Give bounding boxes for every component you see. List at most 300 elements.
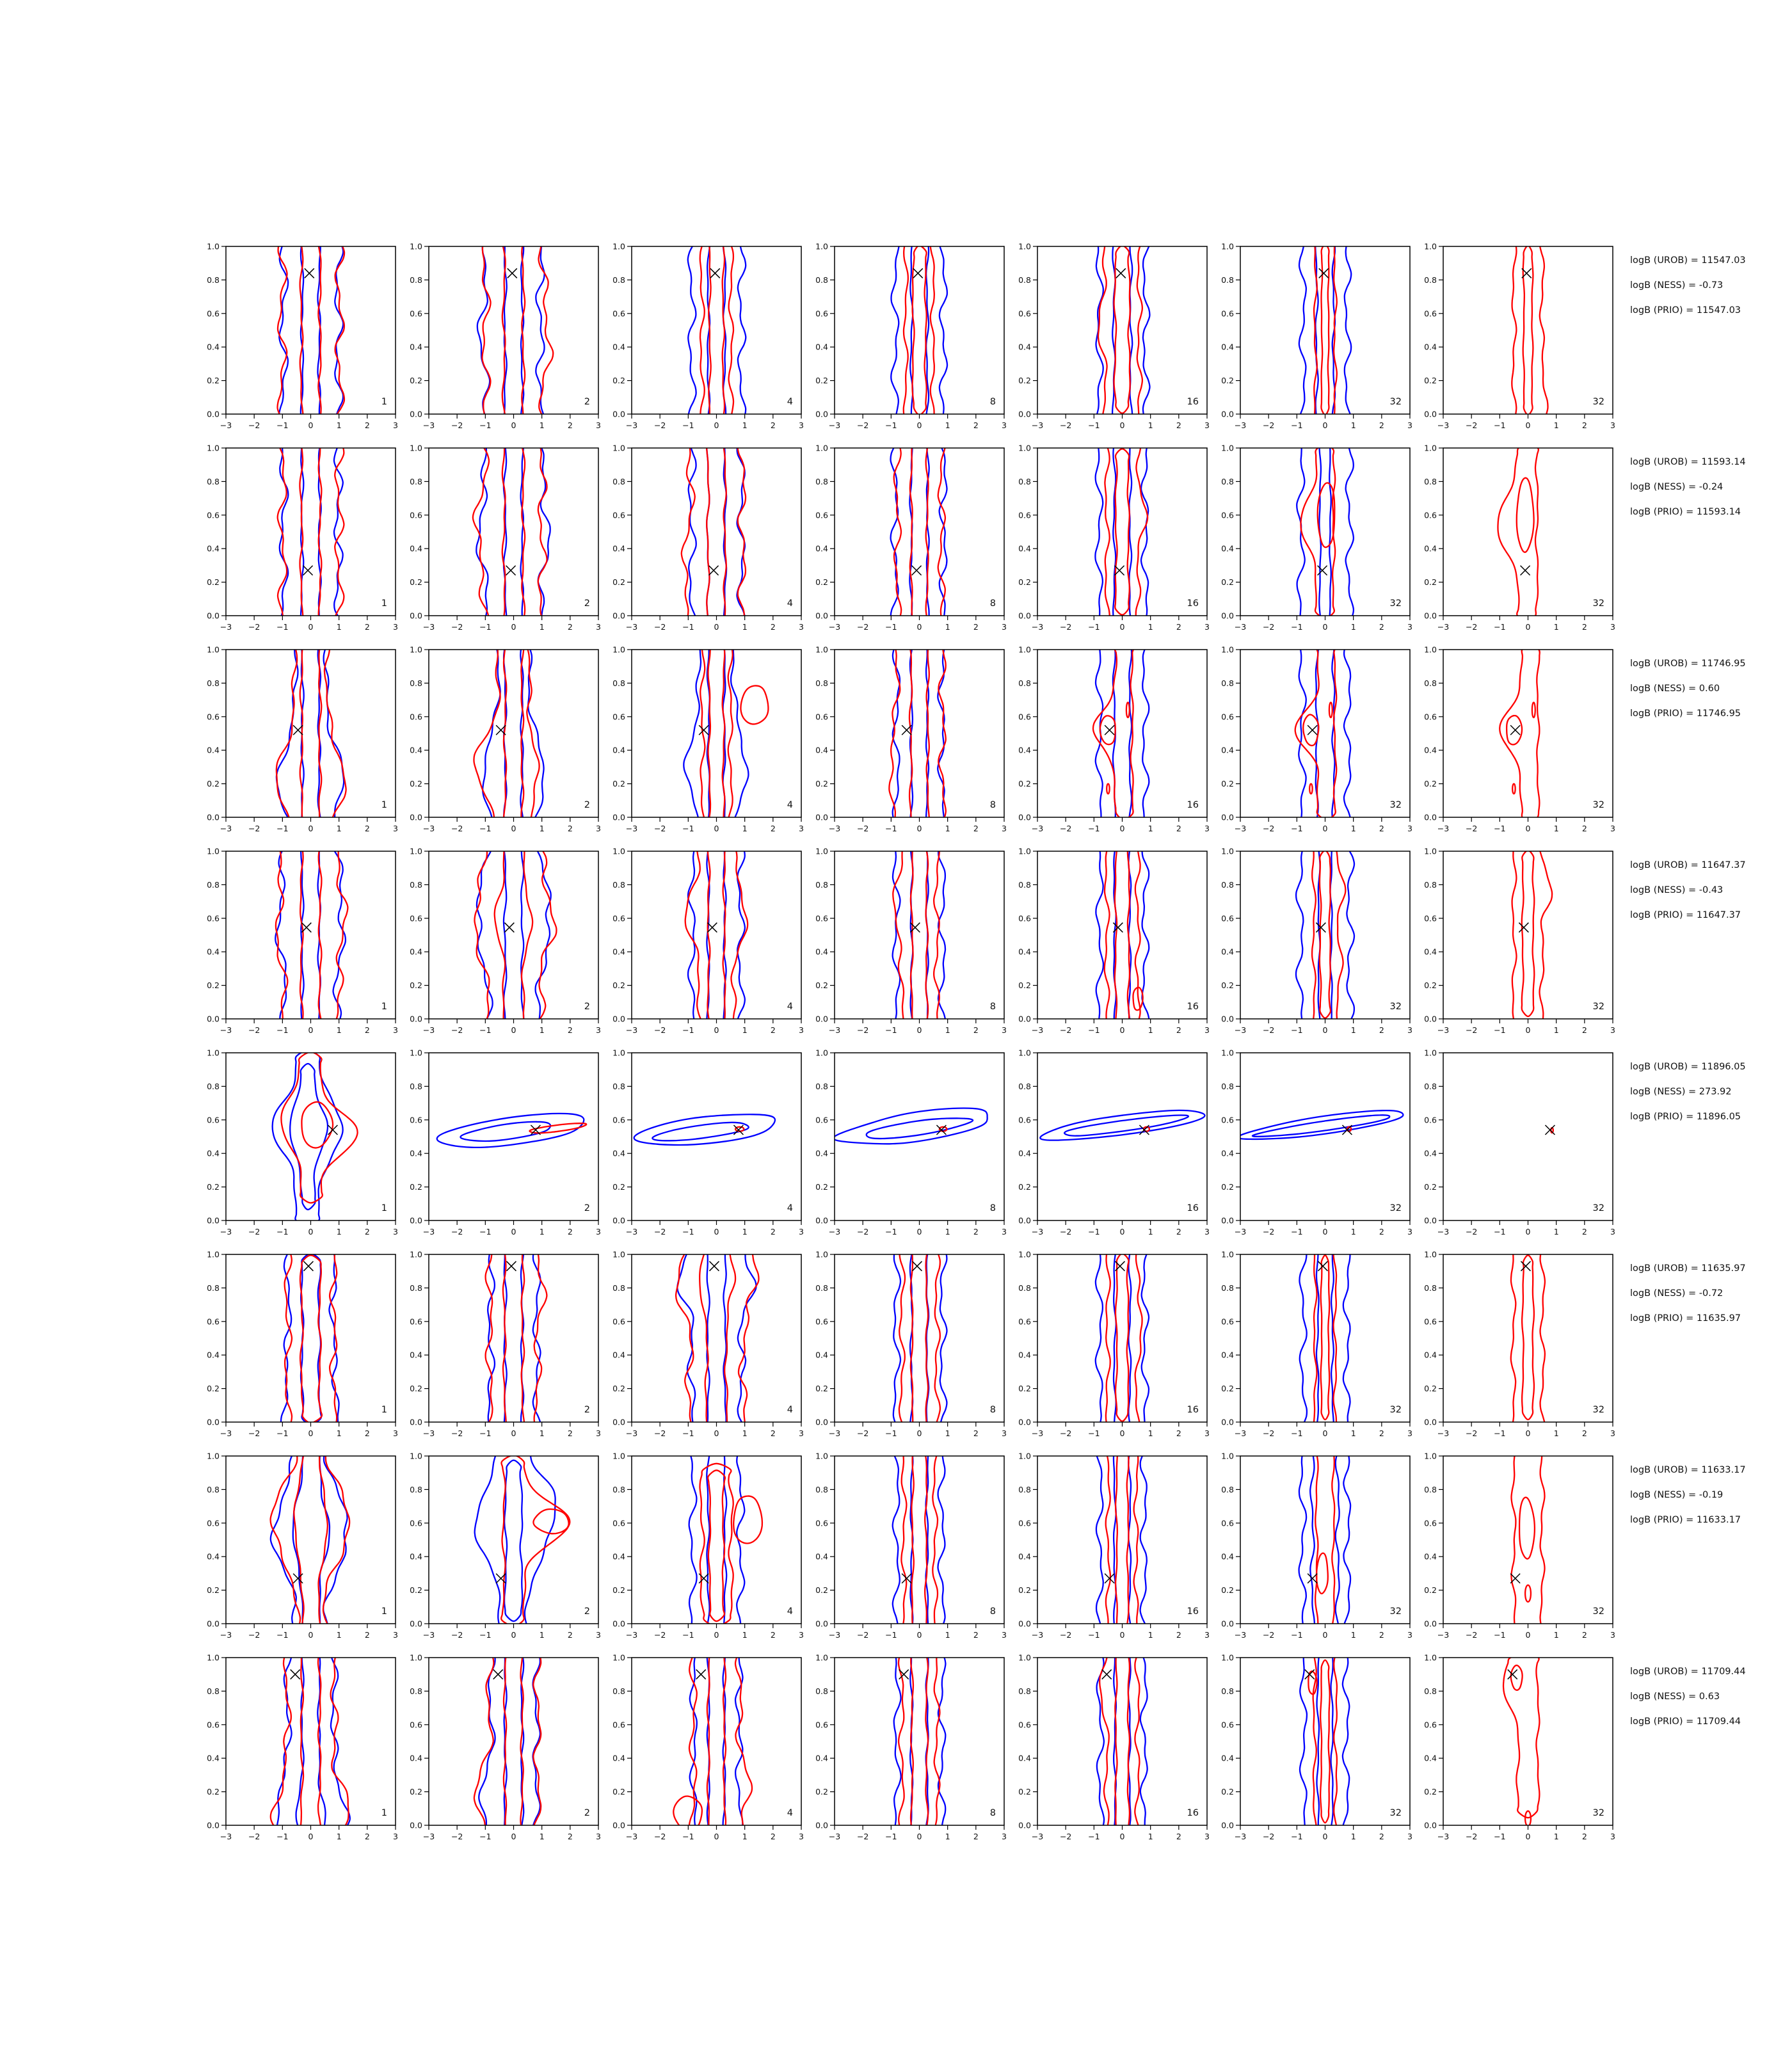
y-tick-label: 0.8 bbox=[815, 678, 828, 688]
y-tick-label: 0.2 bbox=[815, 1787, 828, 1797]
x-tick-label: 1 bbox=[1148, 1227, 1153, 1236]
red-contour bbox=[1522, 851, 1535, 1016]
x-tick-label: 2 bbox=[567, 622, 573, 632]
x-tick-label: −3 bbox=[828, 1630, 841, 1640]
x-tick-label: 1 bbox=[1553, 420, 1559, 430]
x-tick-label: 2 bbox=[567, 1428, 573, 1438]
y-tick-label: 0.0 bbox=[1018, 409, 1031, 419]
x-marker bbox=[709, 566, 719, 575]
y-tick-label: 0.2 bbox=[1221, 1585, 1234, 1596]
x-tick-label: −3 bbox=[1031, 1832, 1044, 1841]
x-tick-label: 1 bbox=[1148, 1630, 1153, 1640]
axes-spines bbox=[1443, 1254, 1613, 1422]
contour-panel-r2c2 bbox=[410, 443, 601, 632]
red-contour bbox=[1115, 1649, 1130, 1835]
y-tick-label: 0.0 bbox=[1424, 1215, 1437, 1226]
y-tick-label: 0.2 bbox=[1424, 1787, 1437, 1797]
x-tick-label: −1 bbox=[479, 1630, 492, 1640]
y-tick-label: 0.8 bbox=[410, 1081, 422, 1091]
y-tick-label: 0.0 bbox=[1018, 1417, 1031, 1427]
x-marker bbox=[303, 1261, 313, 1271]
x-tick-label: −2 bbox=[451, 1227, 463, 1236]
y-tick-label: 1.0 bbox=[410, 1652, 422, 1663]
panel-count-label: 2 bbox=[584, 397, 590, 407]
x-tick-label: −1 bbox=[1494, 420, 1506, 430]
y-tick-label: 0.8 bbox=[1424, 1081, 1437, 1091]
panel-count-label: 1 bbox=[381, 1808, 387, 1818]
y-tick-label: 0.8 bbox=[612, 1686, 625, 1696]
panel-count-label: 32 bbox=[1592, 1808, 1604, 1818]
x-tick-label: −3 bbox=[422, 1227, 435, 1236]
x-tick-label: 1 bbox=[945, 1227, 950, 1236]
red-contour bbox=[708, 1470, 725, 1621]
contour-lines bbox=[685, 1447, 762, 1633]
x-tick-label: −3 bbox=[422, 1428, 435, 1438]
y-tick-label: 0.6 bbox=[612, 510, 625, 520]
logb-prio-row2: logB (PRIO) = 11593.14 bbox=[1630, 507, 1741, 517]
contour-lines bbox=[474, 842, 556, 1028]
y-tick-label: 0.4 bbox=[612, 745, 625, 755]
y-tick-label: 0.8 bbox=[1018, 1686, 1031, 1696]
y-tick-label: 0.4 bbox=[1221, 543, 1234, 554]
x-tick-label: −2 bbox=[1465, 1025, 1478, 1035]
y-tick-label: 1.0 bbox=[612, 846, 625, 856]
red-contour bbox=[1316, 1553, 1328, 1594]
x-tick-label: 0 bbox=[714, 420, 719, 430]
contour-lines bbox=[473, 439, 550, 625]
y-tick-label: 1.0 bbox=[612, 241, 625, 252]
panel-count-label: 4 bbox=[787, 598, 793, 609]
logb-prio-row4: logB (PRIO) = 11647.37 bbox=[1630, 910, 1741, 920]
contour-lines bbox=[483, 1245, 547, 1432]
axes-spines bbox=[632, 851, 801, 1019]
x-marker bbox=[709, 1261, 719, 1271]
y-tick-label: 0.0 bbox=[207, 409, 220, 419]
contour-panel-r6c2 bbox=[410, 1249, 601, 1438]
contour-lines bbox=[685, 842, 748, 1028]
x-tick-label: 2 bbox=[770, 1428, 776, 1438]
x-tick-label: −1 bbox=[682, 1227, 694, 1236]
blue-contour bbox=[475, 1447, 556, 1633]
red-contour bbox=[911, 842, 928, 1028]
y-tick-label: 0.0 bbox=[612, 1417, 625, 1427]
y-tick-label: 0.6 bbox=[410, 308, 422, 319]
x-tick-label: −2 bbox=[653, 1428, 666, 1438]
x-tick-label: −2 bbox=[248, 824, 260, 833]
red-contour bbox=[1519, 1498, 1535, 1559]
red-contour bbox=[1104, 439, 1148, 625]
x-tick-label: 2 bbox=[364, 824, 370, 833]
panel-count-label: 32 bbox=[1592, 1405, 1604, 1415]
x-tick-label: −2 bbox=[653, 1630, 666, 1640]
contour-panel-r8c7 bbox=[1424, 1652, 1615, 1841]
panel-count-label: 8 bbox=[989, 397, 996, 407]
y-tick-label: 0.2 bbox=[410, 376, 422, 386]
panel-count-label: 8 bbox=[989, 1002, 996, 1012]
x-tick-label: −2 bbox=[1262, 1428, 1275, 1438]
x-tick-label: 3 bbox=[596, 622, 601, 632]
x-tick-label: −1 bbox=[885, 1832, 897, 1841]
axes-spines bbox=[1240, 448, 1410, 616]
x-tick-label: −1 bbox=[1494, 1630, 1506, 1640]
panel-count-label: 1 bbox=[381, 598, 387, 609]
contour-lines bbox=[889, 1447, 947, 1633]
x-tick-label: −1 bbox=[1494, 1025, 1506, 1035]
y-tick-label: 0.8 bbox=[1018, 275, 1031, 285]
y-tick-label: 0.4 bbox=[1424, 342, 1437, 352]
y-tick-label: 0.8 bbox=[612, 275, 625, 285]
x-tick-label: −3 bbox=[1437, 622, 1450, 632]
y-tick-label: 1.0 bbox=[1018, 443, 1031, 453]
x-tick-label: 2 bbox=[567, 420, 573, 430]
x-tick-label: −1 bbox=[276, 1025, 289, 1035]
contour-lines bbox=[1500, 644, 1540, 823]
blue-contour bbox=[1297, 439, 1354, 625]
x-tick-label: −3 bbox=[1234, 1025, 1247, 1035]
panel-count-label: 1 bbox=[381, 1606, 387, 1617]
x-tick-label: −2 bbox=[451, 824, 463, 833]
red-contour bbox=[1321, 1255, 1330, 1420]
y-tick-label: 1.0 bbox=[815, 846, 828, 856]
blue-contour bbox=[503, 237, 524, 424]
axes-spines bbox=[1240, 1254, 1410, 1422]
contour-panel-r2c3 bbox=[612, 443, 804, 632]
y-tick-label: 0.0 bbox=[815, 1619, 828, 1629]
red-contour bbox=[474, 842, 556, 1028]
x-tick-label: 2 bbox=[567, 1227, 573, 1236]
red-contour bbox=[503, 1245, 525, 1432]
y-tick-label: 0.0 bbox=[207, 611, 220, 621]
x-tick-label: −3 bbox=[1031, 1428, 1044, 1438]
contour-lines bbox=[474, 641, 543, 827]
blue-contour bbox=[1315, 237, 1336, 424]
y-tick-label: 0.8 bbox=[207, 1283, 220, 1293]
y-tick-label: 0.8 bbox=[1424, 1686, 1437, 1696]
x-tick-label: 1 bbox=[539, 1428, 545, 1438]
blue-contour bbox=[479, 1649, 541, 1835]
y-tick-label: 0.6 bbox=[410, 1316, 422, 1327]
blue-contour bbox=[504, 439, 524, 625]
contour-lines bbox=[1296, 842, 1354, 1028]
contour-lines bbox=[1295, 237, 1355, 424]
y-tick-label: 0.4 bbox=[1221, 745, 1234, 755]
panel-count-label: 32 bbox=[1389, 1203, 1402, 1213]
y-tick-label: 0.8 bbox=[1221, 1686, 1234, 1696]
x-marker bbox=[508, 268, 517, 278]
panel-count-label: 32 bbox=[1592, 800, 1604, 810]
contour-panel-r1c2 bbox=[410, 241, 601, 430]
red-contour bbox=[1104, 1447, 1140, 1633]
blue-contour bbox=[1310, 1447, 1340, 1633]
contour-lines bbox=[889, 641, 947, 827]
x-tick-label: 0 bbox=[916, 1428, 922, 1438]
x-tick-label: 1 bbox=[539, 824, 545, 833]
y-tick-label: 0.2 bbox=[612, 779, 625, 789]
contour-lines bbox=[1297, 439, 1354, 625]
x-tick-label: 0 bbox=[511, 420, 516, 430]
y-tick-label: 0.4 bbox=[815, 1753, 828, 1763]
x-tick-label: 2 bbox=[1379, 1227, 1384, 1236]
red-contour bbox=[529, 1123, 586, 1133]
y-tick-label: 0.4 bbox=[1221, 1551, 1234, 1562]
y-tick-label: 0.0 bbox=[1018, 1619, 1031, 1629]
y-tick-label: 0.8 bbox=[207, 1686, 220, 1696]
y-tick-label: 0.0 bbox=[410, 409, 422, 419]
y-tick-label: 1.0 bbox=[612, 1048, 625, 1058]
blue-contour bbox=[275, 439, 346, 625]
y-tick-label: 0.6 bbox=[1018, 510, 1031, 520]
y-tick-label: 0.2 bbox=[1018, 577, 1031, 588]
blue-contour bbox=[1095, 1245, 1152, 1432]
x-tick-label: 0 bbox=[916, 1832, 922, 1841]
x-marker bbox=[913, 268, 923, 278]
x-tick-label: 0 bbox=[1119, 420, 1125, 430]
x-tick-label: −2 bbox=[1262, 420, 1275, 430]
y-tick-label: 0.0 bbox=[612, 1215, 625, 1226]
y-tick-label: 0.4 bbox=[612, 947, 625, 957]
x-tick-label: −1 bbox=[885, 1630, 897, 1640]
y-tick-label: 0.2 bbox=[1221, 1182, 1234, 1192]
panel-count-label: 2 bbox=[584, 598, 590, 609]
y-tick-label: 0.0 bbox=[1018, 812, 1031, 822]
x-tick-label: 2 bbox=[1379, 1025, 1384, 1035]
contour-panel-r7c3 bbox=[612, 1451, 804, 1640]
y-tick-label: 1.0 bbox=[1221, 1451, 1234, 1461]
y-tick-label: 0.4 bbox=[1018, 1148, 1031, 1158]
x-tick-label: −2 bbox=[1465, 1227, 1478, 1236]
x-tick-label: 0 bbox=[308, 420, 314, 430]
x-tick-label: −3 bbox=[1234, 1227, 1247, 1236]
x-tick-label: 1 bbox=[1148, 1025, 1153, 1035]
x-tick-label: 2 bbox=[1379, 1630, 1384, 1640]
contour-lines bbox=[685, 237, 746, 424]
panel-count-label: 8 bbox=[989, 1405, 996, 1415]
x-tick-label: 3 bbox=[1407, 1428, 1412, 1438]
x-tick-label: −3 bbox=[828, 420, 841, 430]
contour-panel-r7c5 bbox=[1018, 1451, 1210, 1640]
x-tick-label: −2 bbox=[1059, 1630, 1072, 1640]
x-tick-label: 0 bbox=[1322, 1025, 1328, 1035]
y-tick-label: 0.8 bbox=[1424, 476, 1437, 486]
red-contour bbox=[285, 1245, 339, 1432]
y-tick-label: 0.8 bbox=[612, 879, 625, 890]
x-tick-label: 3 bbox=[1204, 1832, 1210, 1841]
x-tick-label: 3 bbox=[1407, 1630, 1412, 1640]
x-tick-label: 1 bbox=[336, 420, 342, 430]
x-tick-label: −1 bbox=[479, 622, 492, 632]
red-contour bbox=[294, 1447, 328, 1633]
contour-panel-r4c4 bbox=[815, 846, 1007, 1035]
contour-panel-r2c7 bbox=[1424, 443, 1615, 632]
contour-lines bbox=[278, 1245, 342, 1432]
y-tick-label: 0.0 bbox=[1221, 1014, 1234, 1024]
y-tick-label: 0.8 bbox=[1018, 879, 1031, 890]
x-tick-label: 0 bbox=[1525, 1630, 1531, 1640]
contour-panel-r5c3 bbox=[612, 1048, 804, 1236]
x-tick-label: 0 bbox=[1322, 824, 1328, 833]
y-tick-label: 0.2 bbox=[1424, 1182, 1437, 1192]
panel-count-label: 16 bbox=[1187, 800, 1199, 810]
x-tick-label: −3 bbox=[1437, 1630, 1450, 1640]
y-tick-label: 0.4 bbox=[207, 947, 220, 957]
y-tick-label: 0.2 bbox=[1018, 1182, 1031, 1192]
blue-contour bbox=[1295, 237, 1355, 424]
x-tick-label: 1 bbox=[945, 622, 950, 632]
y-tick-label: 0.2 bbox=[1018, 1384, 1031, 1394]
red-contour bbox=[1114, 246, 1130, 413]
axes-spines bbox=[632, 1254, 801, 1422]
y-tick-label: 0.2 bbox=[207, 779, 220, 789]
y-tick-label: 0.8 bbox=[1018, 678, 1031, 688]
x-tick-label: 1 bbox=[336, 1227, 342, 1236]
x-marker bbox=[696, 1670, 706, 1679]
x-tick-label: 2 bbox=[770, 622, 776, 632]
contour-panel-r4c3 bbox=[612, 846, 804, 1035]
x-tick-label: 2 bbox=[1176, 1025, 1181, 1035]
x-tick-label: −1 bbox=[1088, 1832, 1100, 1841]
x-tick-label: 0 bbox=[308, 824, 314, 833]
red-contour bbox=[707, 641, 724, 827]
contour-lines bbox=[1512, 237, 1548, 424]
y-tick-label: 1.0 bbox=[1221, 644, 1234, 655]
y-tick-label: 1.0 bbox=[1424, 1652, 1437, 1663]
x-tick-label: 1 bbox=[336, 1832, 342, 1841]
x-tick-label: 3 bbox=[799, 1832, 804, 1841]
y-tick-label: 0.2 bbox=[410, 1585, 422, 1596]
x-tick-label: 3 bbox=[596, 1025, 601, 1035]
y-tick-label: 0.0 bbox=[1221, 611, 1234, 621]
y-tick-label: 0.4 bbox=[207, 1350, 220, 1360]
red-contour bbox=[698, 237, 733, 424]
logb-ness-row4: logB (NESS) = -0.43 bbox=[1630, 885, 1724, 895]
x-tick-label: 3 bbox=[393, 420, 398, 430]
y-tick-label: 0.6 bbox=[410, 1518, 422, 1528]
panel-count-label: 32 bbox=[1389, 1606, 1402, 1617]
y-tick-label: 0.2 bbox=[815, 779, 828, 789]
contour-panel-r2c1 bbox=[207, 443, 398, 632]
red-contour bbox=[271, 1447, 350, 1633]
y-tick-label: 0.8 bbox=[410, 1283, 422, 1293]
y-tick-label: 0.0 bbox=[207, 812, 220, 822]
red-contour bbox=[276, 641, 346, 827]
x-tick-label: 1 bbox=[1148, 1428, 1153, 1438]
y-tick-label: 0.6 bbox=[815, 1115, 828, 1125]
x-tick-label: 1 bbox=[1553, 1428, 1559, 1438]
x-tick-label: −1 bbox=[1088, 1630, 1100, 1640]
x-tick-label: 1 bbox=[742, 1630, 748, 1640]
contour-panel-r6c3 bbox=[612, 1249, 804, 1438]
axes-spines bbox=[429, 1254, 598, 1422]
y-tick-label: 0.6 bbox=[1221, 308, 1234, 319]
red-contour bbox=[700, 1464, 733, 1626]
blue-contour bbox=[271, 1447, 348, 1633]
y-tick-label: 1.0 bbox=[815, 241, 828, 252]
y-tick-label: 0.0 bbox=[410, 1619, 422, 1629]
x-tick-label: 1 bbox=[742, 1025, 748, 1035]
axes-spines bbox=[1037, 1456, 1207, 1624]
x-tick-label: 0 bbox=[1119, 1025, 1125, 1035]
red-contour bbox=[1320, 851, 1331, 1018]
contour-panel-r7c7 bbox=[1424, 1451, 1615, 1640]
red-contour bbox=[1115, 449, 1130, 614]
x-tick-label: 2 bbox=[973, 420, 979, 430]
x-tick-label: 1 bbox=[539, 420, 545, 430]
blue-contour bbox=[1315, 1245, 1334, 1432]
x-tick-label: −3 bbox=[422, 420, 435, 430]
axes-spines bbox=[1037, 448, 1207, 616]
x-tick-label: 0 bbox=[1525, 420, 1531, 430]
axes-spines bbox=[429, 1053, 598, 1220]
x-tick-label: −3 bbox=[625, 1832, 638, 1841]
y-tick-label: 0.4 bbox=[1018, 342, 1031, 352]
y-tick-label: 1.0 bbox=[1424, 1249, 1437, 1260]
x-tick-label: −3 bbox=[220, 1630, 232, 1640]
red-contour bbox=[682, 439, 748, 625]
x-tick-label: −3 bbox=[1437, 1025, 1450, 1035]
y-tick-label: 0.6 bbox=[1221, 1115, 1234, 1125]
y-tick-label: 0.0 bbox=[815, 812, 828, 822]
panel-count-label: 16 bbox=[1187, 1808, 1199, 1818]
y-tick-label: 0.8 bbox=[1018, 1283, 1031, 1293]
y-tick-label: 1.0 bbox=[1424, 443, 1437, 453]
y-tick-label: 0.2 bbox=[612, 1787, 625, 1797]
y-tick-label: 0.0 bbox=[410, 1215, 422, 1226]
x-tick-label: 2 bbox=[770, 1227, 776, 1236]
y-tick-label: 0.6 bbox=[1221, 1518, 1234, 1528]
x-tick-label: 3 bbox=[1002, 1630, 1007, 1640]
x-tick-label: −3 bbox=[625, 420, 638, 430]
x-tick-label: −3 bbox=[1234, 824, 1247, 833]
x-tick-label: 3 bbox=[1204, 1025, 1210, 1035]
x-tick-label: −2 bbox=[653, 1832, 666, 1841]
y-tick-label: 0.6 bbox=[207, 1316, 220, 1327]
x-tick-label: 1 bbox=[1148, 1832, 1153, 1841]
y-tick-label: 0.6 bbox=[1221, 510, 1234, 520]
y-tick-label: 0.2 bbox=[1424, 779, 1437, 789]
panel-count-label: 4 bbox=[787, 800, 793, 810]
x-tick-label: 2 bbox=[770, 824, 776, 833]
y-tick-label: 0.6 bbox=[410, 913, 422, 924]
contour-panel-r5c6 bbox=[1221, 1048, 1412, 1236]
y-tick-label: 0.0 bbox=[1018, 1215, 1031, 1226]
blue-contour bbox=[833, 1108, 988, 1144]
x-tick-label: 2 bbox=[1176, 1428, 1181, 1438]
y-tick-label: 1.0 bbox=[410, 1451, 422, 1461]
x-tick-label: 3 bbox=[1002, 622, 1007, 632]
y-tick-label: 1.0 bbox=[410, 1249, 422, 1260]
x-tick-label: −3 bbox=[1437, 824, 1450, 833]
blue-contour bbox=[909, 641, 929, 827]
x-tick-label: 2 bbox=[770, 1832, 776, 1841]
red-contour bbox=[1525, 1585, 1531, 1602]
y-tick-label: 0.2 bbox=[1018, 376, 1031, 386]
x-tick-label: −2 bbox=[248, 1630, 260, 1640]
panel-count-label: 8 bbox=[989, 1808, 996, 1818]
x-tick-label: −2 bbox=[248, 622, 260, 632]
x-marker bbox=[1510, 725, 1520, 735]
y-tick-label: 0.6 bbox=[1018, 308, 1031, 319]
axes-spines bbox=[429, 650, 598, 817]
x-tick-label: 1 bbox=[336, 1428, 342, 1438]
contour-panel-r4c5 bbox=[1018, 846, 1210, 1035]
x-tick-label: −2 bbox=[1059, 1832, 1072, 1841]
x-tick-label: −1 bbox=[885, 622, 897, 632]
contour-lines bbox=[1092, 1447, 1149, 1633]
x-tick-label: −2 bbox=[1262, 824, 1275, 833]
y-tick-label: 1.0 bbox=[207, 241, 220, 252]
y-tick-label: 1.0 bbox=[207, 1451, 220, 1461]
y-tick-label: 0.8 bbox=[1221, 275, 1234, 285]
